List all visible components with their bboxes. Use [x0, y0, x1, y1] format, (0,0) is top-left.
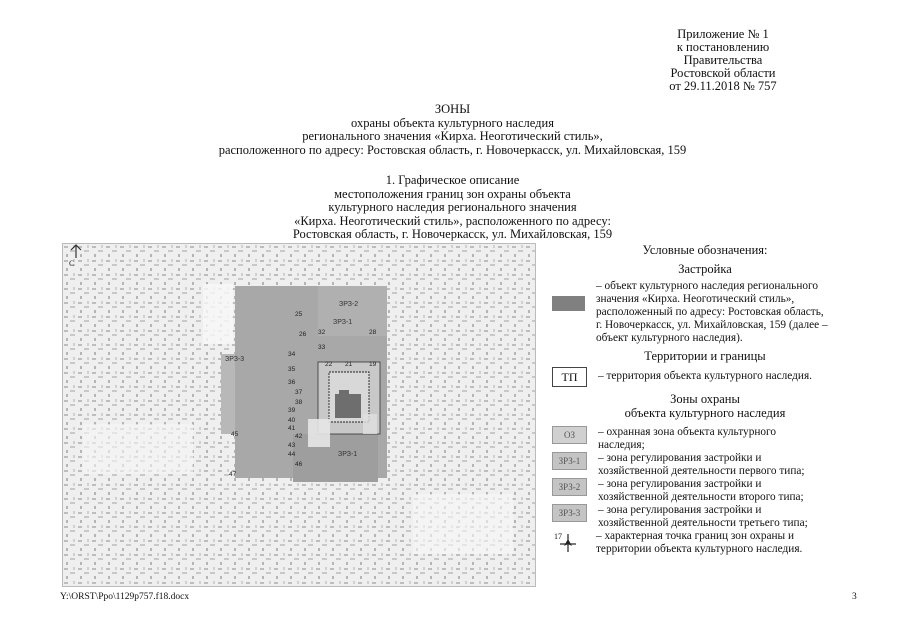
heritage-object-swatch: [552, 296, 585, 311]
legend-text: – территория объекта культурного наследия.: [598, 370, 812, 382]
section-line: «Кирха. Неоготический стиль», расположенного по адресу:: [294, 213, 611, 228]
zone-map: [62, 243, 536, 587]
section-line: Ростовская область, г. Новочеркасск, ул. Михайловская, 159: [292, 227, 613, 241]
section-line: культурного наследия регионального значения: [328, 200, 577, 214]
point-label: 47: [229, 471, 237, 478]
zone-label: ЗРЗ-2: [339, 301, 359, 308]
legend-text: [596, 280, 865, 345]
legend-heading-territories: Территории и границы: [644, 349, 766, 363]
zone-label: ЗРЗ-3: [225, 356, 245, 363]
point-label: 37: [295, 389, 303, 396]
point-label: 34: [288, 351, 296, 358]
point-label: 38: [295, 399, 303, 406]
point-label: 46: [295, 461, 303, 468]
appendix-header: [633, 28, 813, 93]
legend-text-line: – охранная зона объекта культурного: [598, 426, 777, 438]
legend-text-line: – характерная точка границ зон охраны и: [596, 530, 795, 542]
compass-label: С: [69, 259, 75, 268]
point-label: 33: [318, 344, 326, 351]
appendix-line: Ростовской области: [670, 66, 776, 80]
legend-heading-zones-sub: объекта культурного наследия: [624, 406, 786, 420]
territory-swatch: ТП: [552, 367, 587, 387]
legend-heading-buildings: Застройка: [678, 262, 732, 276]
legend-text: [598, 426, 865, 452]
point-marker-label: 17: [554, 532, 562, 541]
point-label: 19: [369, 361, 377, 368]
zone-zrz: [293, 434, 378, 482]
legend-text-line: – зона регулирования застройки и: [598, 478, 762, 490]
legend-text-line: – зона регулирования застройки и: [598, 452, 762, 464]
legend-text: [598, 478, 865, 504]
point-label: 40: [288, 417, 296, 424]
legend-text-line: расположенный по адресу: Ростовская область,: [596, 306, 824, 318]
appendix-line: Приложение № 1: [677, 27, 769, 41]
point-label: 28: [369, 329, 377, 336]
point-label: 43: [288, 442, 296, 449]
point-label: 45: [231, 431, 239, 438]
appendix-line: от 29.11.2018 № 757: [669, 79, 777, 93]
legend-text-line: г. Новочеркасск, ул. Михайловская, 159 (далее –: [596, 319, 828, 331]
point-label: 42: [295, 433, 303, 440]
zone-label: ЗРЗ-1: [333, 319, 353, 326]
heritage-building: [335, 394, 361, 418]
legend-text-line: значения «Кирха. Неоготический стиль»,: [596, 293, 795, 305]
legend-item-oz: [545, 426, 865, 452]
point-label: 35: [288, 366, 296, 373]
legend-text-line: объект культурного наследия).: [596, 332, 743, 344]
zrz2-swatch: ЗРЗ-2: [552, 478, 587, 496]
point-label: 39: [288, 407, 296, 414]
zone-zrz: [221, 354, 235, 434]
oz-swatch: ОЗ: [552, 426, 587, 444]
legend-item-heritage-object: [545, 280, 865, 345]
legend-text: [598, 504, 865, 530]
point-label: 25: [295, 311, 303, 318]
legend-text: [598, 452, 865, 478]
point-label: 21: [345, 361, 353, 368]
map-drawing: [63, 244, 535, 586]
page-number: 3: [852, 592, 857, 602]
point-label: 26: [299, 331, 307, 338]
point-label: 22: [325, 361, 333, 368]
appendix-line: к постановлению: [676, 40, 770, 54]
section-heading: [0, 174, 905, 242]
point-label: 41: [288, 425, 296, 432]
title-line: охраны объекта культурного наследия: [351, 115, 554, 130]
zone-zrz: [318, 286, 387, 336]
zrz3-swatch: ЗРЗ-3: [552, 504, 587, 522]
legend-title: Условные обозначения:: [642, 243, 768, 257]
footer-file-path: Y:\ORST\Ppo\1129p757.f18.docx: [60, 592, 190, 602]
legend-text-line: – объект культурного наследия регионального: [596, 280, 819, 292]
legend-text-line: – зона регулирования застройки и: [598, 504, 762, 516]
legend-item-zrz2: [545, 478, 865, 504]
title-line: ЗОНЫ: [434, 102, 471, 116]
legend-text-line: хозяйственной деятельности первого типа;: [598, 465, 805, 477]
point-label: 44: [288, 451, 296, 458]
title-line: расположенного по адресу: Ростовская область, г. Новочеркасск, ул. Михайловская, 159: [218, 142, 687, 157]
legend-heading-zones: Зоны охраны: [670, 392, 740, 406]
legend-text: [596, 530, 865, 556]
title-line: регионального значения «Кирха. Неоготический стиль»,: [302, 129, 603, 143]
section-line: 1. Графическое описание: [385, 173, 520, 187]
point-marker-icon: [552, 530, 585, 556]
legend-text-line: наследия;: [598, 439, 645, 451]
document-title: [0, 103, 905, 157]
legend-item-zrz1: [545, 452, 865, 478]
legend-text-line: хозяйственной деятельности третьего типа;: [598, 517, 808, 529]
legend-item-point: [545, 530, 865, 556]
point-label: 36: [288, 379, 296, 386]
section-line: местоположения границ зон охраны объекта: [334, 186, 571, 201]
point-label: 32: [318, 329, 326, 336]
legend-text-line: территории объекта культурного наследия.: [596, 543, 803, 555]
appendix-line: Правительства: [683, 53, 763, 67]
legend-item-zrz3: [545, 504, 865, 530]
legend-text-line: хозяйственной деятельности второго типа;: [598, 491, 804, 503]
legend: [545, 243, 865, 556]
zone-label: ЗРЗ-1: [338, 451, 358, 458]
zrz1-swatch: ЗРЗ-1: [552, 452, 587, 470]
legend-item-territory: [545, 367, 865, 387]
